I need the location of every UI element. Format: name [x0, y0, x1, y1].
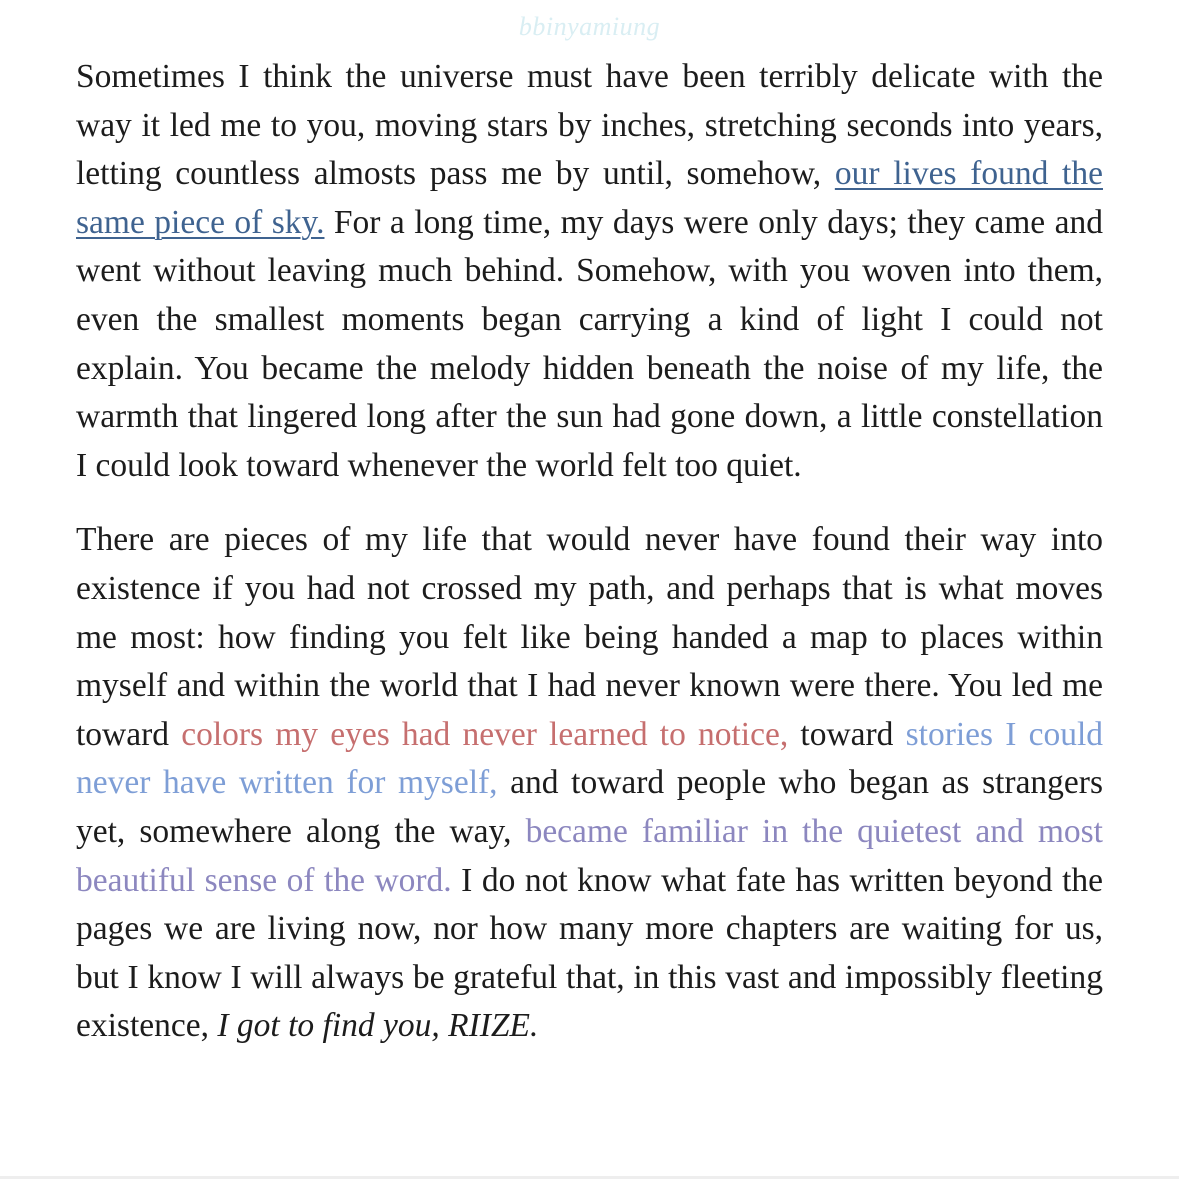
- closing-phrase: I got to find you, RIIZE.: [217, 1007, 539, 1045]
- paragraph-2-text-3: and toward people who began as strangers yet, somewhere along the way,: [76, 764, 1103, 850]
- sky-link[interactable]: our lives found the same piece of sky.: [76, 155, 1103, 241]
- colors-phrase: colors my eyes had never learned to notice,: [181, 715, 789, 753]
- paragraph-2-text-4: I do not know what fate has written beyond the pages we are living now, nor how many more chapters are waiting for us, but I know I will always be grateful that, in this vast and impossibly fleeting existence,: [76, 861, 1103, 1045]
- document-body: [76, 53, 1103, 1051]
- stories-phrase: stories I could never have written for myself,: [76, 715, 1103, 802]
- watermark: bbinyamiung: [518, 12, 661, 41]
- paragraph-2-text-2: toward: [788, 715, 906, 753]
- paragraph-1-text-2: For a long time, my days were only days; they came and went without leaving much behind. Somehow, with you woven into them, even the smallest moments began carrying a kind of light I could not explain. You became the melody hidden beneath the noise of my life, the warmth that lingered long after the sun had gone down, a little constellation I could look toward whenever the world felt too quiet.: [76, 203, 1103, 484]
- familiar-phrase: became familiar in the quietest and most beautiful sense of the word.: [76, 812, 1103, 899]
- paragraph-1-text-1: Sometimes I think the universe must have been terribly delicate with the way it led me to you, moving stars by inches, stretching seconds into years, letting countless almosts pass me by until, somehow,: [76, 58, 1103, 193]
- paragraph-1: [76, 53, 1103, 490]
- paragraph-2-text-1: There are pieces of my life that would never have found their way into existence if you had not crossed my path, and perhaps that is what moves me most: how finding you felt like being handed a map to places within myself and within the world that I had never known were there. You led me toward: [76, 521, 1103, 753]
- paragraph-2: [76, 516, 1103, 1051]
